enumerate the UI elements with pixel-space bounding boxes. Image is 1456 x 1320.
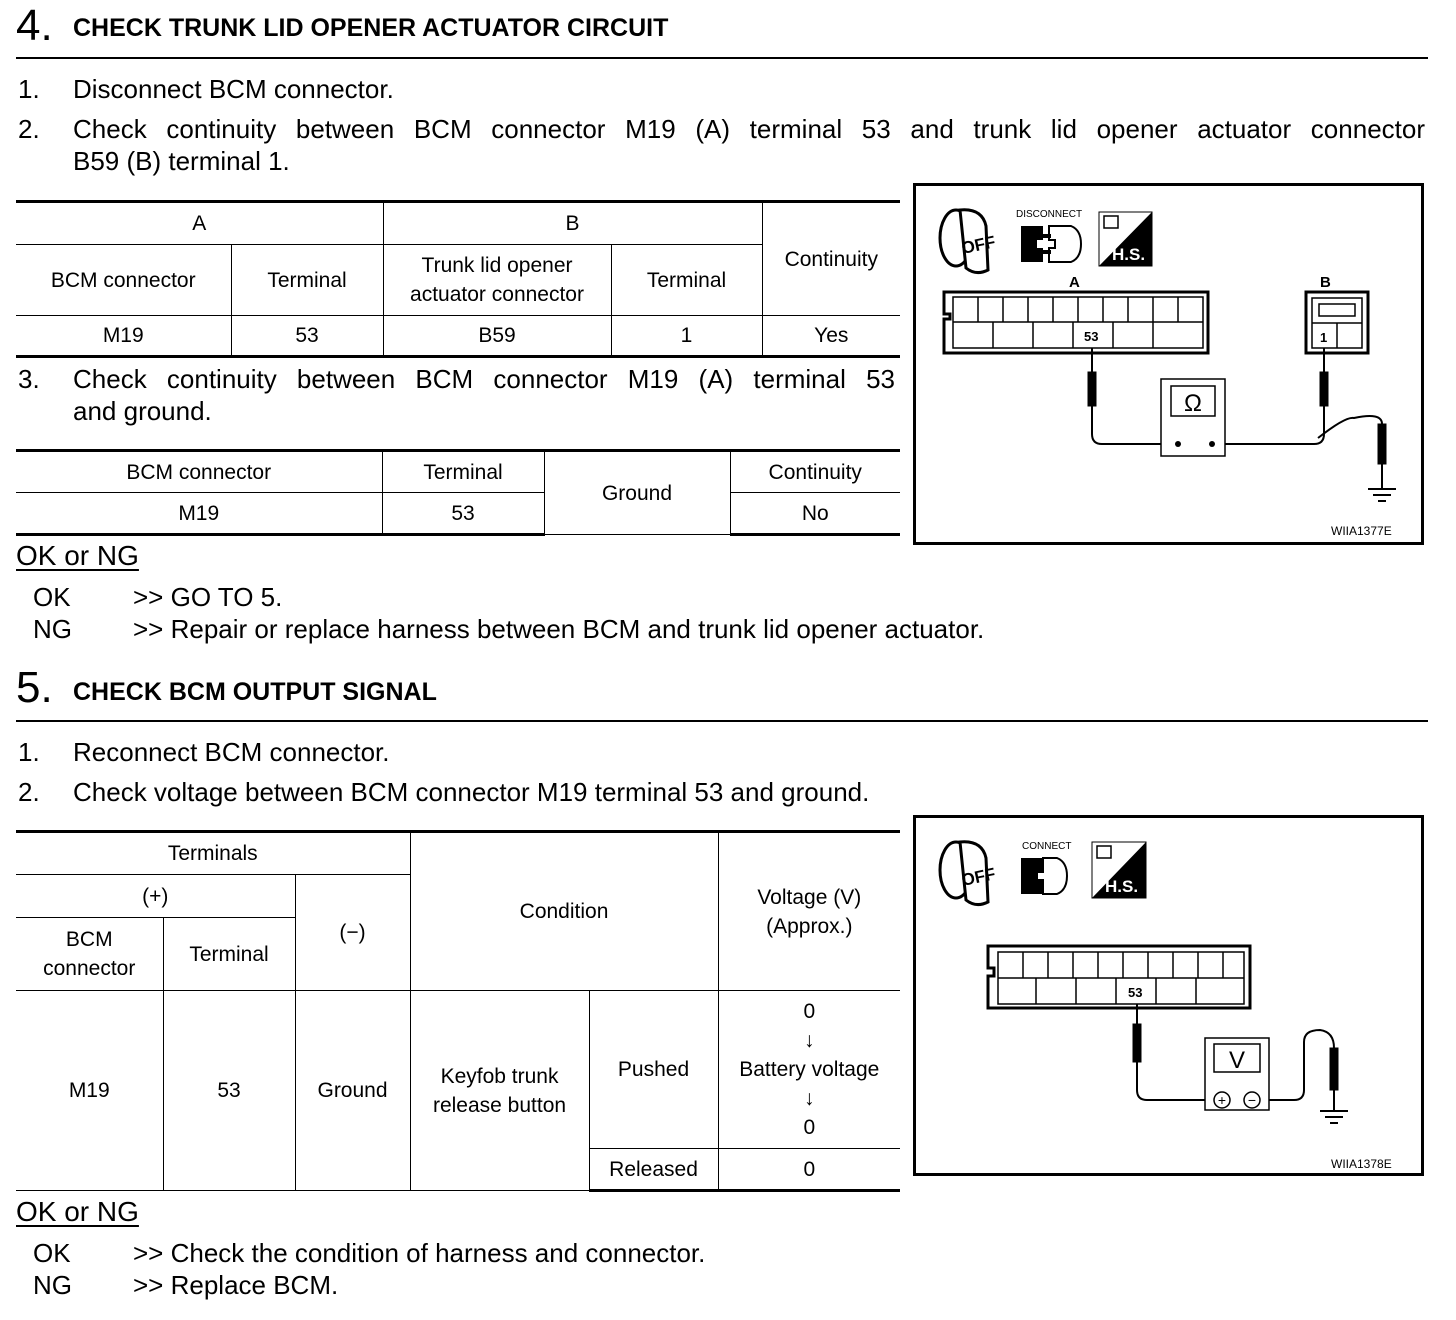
table-cell: 53: [231, 316, 383, 357]
svg-text:H.S.: H.S.: [1112, 245, 1146, 264]
bcm-connector-m19: [988, 946, 1250, 1008]
voltage-header-line-1: Voltage (V): [757, 885, 862, 909]
item-number: 2.: [18, 114, 40, 144]
item-text: Reconnect BCM connector.: [73, 737, 390, 767]
ignition-off-icon: [940, 842, 997, 905]
test-probes: [1088, 348, 1386, 488]
svg-text:OFF: OFF: [959, 864, 998, 890]
table-cell: No: [730, 493, 900, 535]
ohmmeter: [1161, 379, 1225, 456]
pushed-condition: Pushed: [589, 991, 718, 1149]
ground-symbol: [1320, 1111, 1348, 1123]
keyfob-condition: Keyfob trunk release button: [410, 991, 589, 1191]
continuity-test-diagram: [913, 183, 1424, 545]
item-text: Disconnect BCM connector.: [73, 74, 394, 104]
continuity-header: Continuity: [730, 451, 900, 493]
voltage-header-line-2: (Approx.): [766, 914, 853, 938]
table-cell: M19: [16, 493, 382, 535]
voltage-value: Battery voltage: [739, 1058, 880, 1081]
bcm-connector-header: BCM connector: [16, 451, 382, 493]
continuity-header: Continuity: [762, 202, 900, 316]
figure-code: WIIA1377E: [1331, 524, 1392, 538]
result-ok-key: OK: [33, 1238, 71, 1268]
svg-text:OFF: OFF: [959, 232, 998, 258]
item-text-line-1: Check continuity between BCM connector M19 (A) terminal 53 and trunk lid opener actuator connector: [73, 114, 1425, 144]
result-ng-key: NG: [33, 614, 72, 644]
svg-text:H.S.: H.S.: [1105, 877, 1139, 896]
svg-text:V: V: [1228, 1047, 1246, 1074]
result-ng-text: >> Replace BCM.: [133, 1270, 339, 1300]
table-cell: Yes: [762, 316, 900, 357]
table-cell: M19: [16, 991, 163, 1191]
arrow-down-icon: ↓: [804, 1029, 815, 1052]
minus-header: (−): [295, 875, 410, 991]
item-text-line-2: and ground.: [73, 396, 212, 426]
terminal-header: Terminal: [163, 918, 295, 991]
group-a-header: A: [16, 202, 383, 245]
pushed-voltage: [718, 991, 900, 1149]
svg-text:−: −: [1247, 1092, 1257, 1108]
hs-icon: [1092, 842, 1146, 898]
bcm-connector-header: BCM connector: [16, 918, 163, 991]
svg-text:+: +: [1217, 1092, 1227, 1108]
released-voltage: 0: [718, 1149, 900, 1191]
voltmeter: [1205, 1038, 1269, 1110]
item-text: Check voltage between BCM connector M19 terminal 53 and ground.: [73, 777, 870, 807]
condition-header: Condition: [410, 832, 718, 991]
table-cell: Ground: [295, 991, 410, 1191]
result-ok-text: >> GO TO 5.: [133, 582, 283, 612]
step-5-number: 5.: [16, 663, 53, 712]
connector-a-label: A: [1069, 274, 1080, 291]
bcm-connector-header: BCM connector: [16, 245, 231, 316]
voltage-table: [16, 830, 900, 1192]
actuator-connector-header: Trunk lid opener actuator connector: [383, 245, 611, 316]
svg-text:Ω: Ω: [1184, 390, 1202, 417]
table-cell: 53: [382, 493, 544, 535]
released-condition: Released: [589, 1149, 718, 1191]
table-cell: B59: [383, 316, 611, 357]
bcm-connector-m19: [944, 292, 1208, 353]
connector-b-label: B: [1320, 274, 1331, 291]
continuity-table-1: [16, 200, 900, 358]
step-4-number: 4.: [16, 1, 53, 50]
result-ng-text: >> Repair or replace harness between BCM and trunk lid opener actuator.: [133, 614, 985, 644]
result-ng-key: NG: [33, 1270, 72, 1300]
step-5-divider: [16, 720, 1428, 722]
voltage-value: 0: [803, 1116, 816, 1139]
step-4-divider: [16, 57, 1428, 59]
result-ok-text: >> Check the condition of harness and connector.: [133, 1238, 706, 1268]
svg-text:1: 1: [1320, 330, 1328, 345]
actuator-connector-b59: [1306, 292, 1368, 353]
voltage-value: 0: [803, 1000, 816, 1023]
ok-or-ng-label: OK or NG: [16, 540, 139, 571]
ignition-off-icon: [940, 210, 997, 273]
disconnect-icon: [1016, 209, 1082, 262]
step-5-title: CHECK BCM OUTPUT SIGNAL: [73, 678, 437, 706]
table-cell: M19: [16, 316, 231, 357]
svg-text:DISCONNECT: DISCONNECT: [1016, 209, 1083, 220]
svg-text:53: 53: [1084, 329, 1099, 344]
svg-text:53: 53: [1128, 985, 1143, 1000]
continuity-table-2: [16, 449, 900, 536]
ground-symbol: [1368, 489, 1396, 501]
result-ok-key: OK: [33, 582, 71, 612]
item-number: 1.: [18, 737, 40, 767]
svg-text:CONNECT: CONNECT: [1022, 841, 1072, 852]
hs-icon: [1099, 212, 1152, 266]
terminal-header: Terminal: [382, 451, 544, 493]
item-number: 1.: [18, 74, 40, 104]
item-text-line-1: Check continuity between BCM connector M19 (A) terminal 53: [73, 364, 895, 394]
step-4-title: CHECK TRUNK LID OPENER ACTUATOR CIRCUIT: [73, 14, 669, 42]
terminals-header: Terminals: [16, 832, 410, 875]
terminal-header: Terminal: [231, 245, 383, 316]
voltage-test-diagram: [913, 815, 1424, 1176]
figure-code: WIIA1378E: [1331, 1157, 1392, 1171]
arrow-down-icon: ↓: [804, 1087, 815, 1110]
item-text-line-2: B59 (B) terminal 1.: [73, 146, 290, 176]
plus-header: (+): [16, 875, 295, 918]
table-cell: 53: [163, 991, 295, 1191]
ok-or-ng-label: OK or NG: [16, 1196, 139, 1227]
item-number: 2.: [18, 777, 40, 807]
group-b-header: B: [383, 202, 762, 245]
connect-icon: [1021, 841, 1071, 894]
item-number: 3.: [18, 364, 40, 394]
voltage-header: [718, 832, 900, 991]
terminal-header: Terminal: [611, 245, 762, 316]
table-cell: 1: [611, 316, 762, 357]
ground-cell: Ground: [544, 451, 730, 535]
